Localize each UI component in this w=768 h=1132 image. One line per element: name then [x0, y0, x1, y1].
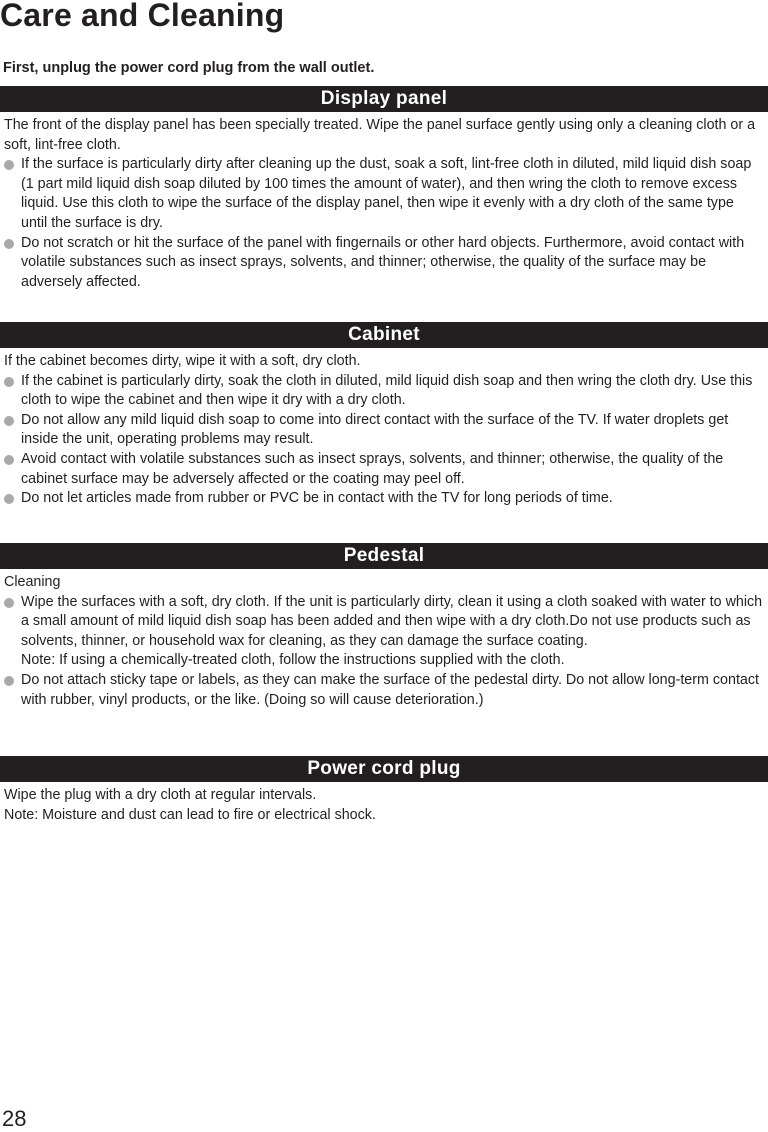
bullet-text: Do not scratch or hit the surface of the panel with fingernails or other hard objects. Furthermore, avoid contact with volatile substances such as insect sprays, solvents, and thinner; otherwise, the quality of the surface may be adversely affected. [21, 234, 745, 290]
section-power-cord-plug [0, 756, 768, 825]
bullet-dot-icon [4, 455, 14, 465]
section-header-cabinet: Cabinet [0, 322, 768, 348]
bullet-dot-icon [4, 416, 14, 426]
cabinet-intro: If the cabinet becomes dirty, wipe it with a soft, dry cloth. [4, 353, 361, 369]
section-header-display-panel: Display panel [0, 86, 768, 112]
list-item [4, 234, 764, 293]
bullet-dot-icon [4, 160, 14, 170]
bullet-note: Note: If using a chemically-treated cloth, follow the instructions supplied with the cloth. [21, 652, 565, 669]
page-title: Care and Cleaning [0, 0, 285, 33]
section-body-display-panel [0, 112, 768, 292]
list-item [4, 671, 764, 710]
display-panel-intro: The front of the display panel has been specially treated. Wipe the panel surface gently using only a cleaning cloth or a soft, lint-free cloth. [4, 117, 756, 153]
list-item [4, 411, 764, 450]
section-header-power-cord-plug: Power cord plug [0, 756, 768, 782]
pedestal-bullets [4, 593, 764, 711]
list-item [4, 155, 764, 233]
list-item [4, 489, 764, 509]
bullet-text: Wipe the surfaces with a soft, dry cloth. If the unit is particularly dirty, clean it using a cloth soaked with water to which a small amount of mild liquid dish soap has been added and then wipe with a dry cloth.Do not use products such as solvents, thinner, or household wax for cleaning, as they can damage the surface coating. [21, 593, 763, 649]
bullet-text: If the cabinet is particularly dirty, soak the cloth in diluted, mild liquid dish soap and then wring the cloth dry. Use this cloth to wipe the cabinet and then wipe it dry with a dry cloth. [21, 372, 753, 409]
display-panel-bullets [4, 155, 764, 292]
bullet-text: Do not let articles made from rubber or PVC be in contact with the TV for long periods of time. [21, 490, 613, 507]
list-item [4, 372, 764, 411]
pedestal-intro: Cleaning [4, 574, 61, 590]
section-header-pedestal: Pedestal [0, 543, 768, 569]
power-cord-line: Wipe the plug with a dry cloth at regular intervals. [4, 787, 317, 803]
bullet-dot-icon [4, 676, 14, 686]
bullet-dot-icon [4, 377, 14, 387]
bullet-text: Do not attach sticky tape or labels, as they can make the surface of the pedestal dirty. Do not allow long-term contact with rubber, vinyl products, or the like. (Doing so will cause deterioration.) [21, 671, 759, 708]
bullet-text: Do not allow any mild liquid dish soap to come into direct contact with the surface of the TV. If water droplets get inside the unit, operating problems may result. [21, 411, 729, 448]
bullet-text: Avoid contact with volatile substances such as insect sprays, solvents, and thinner; otherwise, the quality of the cabinet surface may be adversely affected or the coating may peel off. [21, 450, 724, 487]
section-display-panel [0, 86, 768, 292]
page-number: 28 [2, 1106, 27, 1131]
section-body-pedestal [0, 569, 768, 710]
bullet-dot-icon [4, 494, 14, 504]
power-cord-note: Note: Moisture and dust can lead to fire or electrical shock. [4, 806, 376, 823]
cabinet-bullets [4, 372, 764, 509]
list-item [4, 450, 764, 489]
section-body-cabinet [0, 348, 768, 509]
section-cabinet [0, 322, 768, 509]
bullet-dot-icon [4, 598, 14, 608]
bullet-text: If the surface is particularly dirty after cleaning up the dust, soak a soft, lint-free cloth in diluted, mild liquid dish soap (1 part mild liquid dish soap diluted by 100 times the amount of water), and then wring the cloth to remove excess liquid. Use this cloth to wipe the surface of the display panel, then wipe it evenly with a dry cloth of the same type until the surface is dry. [21, 156, 752, 231]
section-pedestal [0, 543, 768, 710]
section-body-power-cord-plug [0, 782, 768, 825]
unplug-instruction: First, unplug the power cord plug from the wall outlet. [3, 60, 375, 76]
bullet-dot-icon [4, 239, 14, 249]
list-item [4, 593, 764, 671]
